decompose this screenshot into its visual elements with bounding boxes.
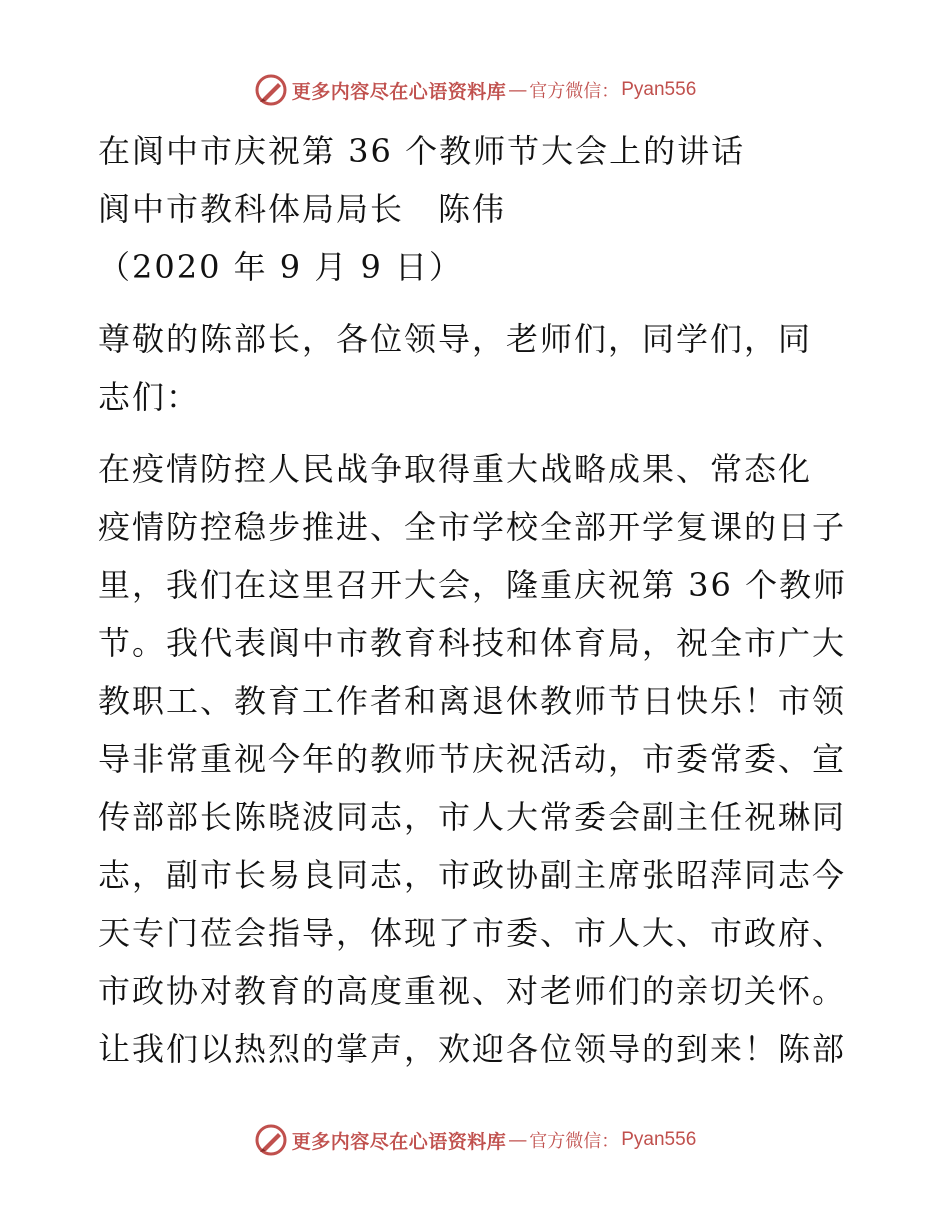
header-banner <box>0 70 950 110</box>
paragraph-line: 传部部长陈晓波同志，市人大常委会副主任祝琳同 <box>98 798 847 836</box>
banner-main-text: 更多内容尽在心语资料库 <box>291 1130 507 1153</box>
speaker-line: 阆中市教科体局局长 陈伟 <box>98 190 507 228</box>
logo-icon <box>254 73 288 107</box>
banner-wechat-id: Pyan556 <box>621 1129 697 1150</box>
banner-separator: — <box>508 1129 528 1151</box>
logo-icon <box>254 1123 288 1157</box>
banner-wechat-label: 官方微信： <box>529 81 620 102</box>
document-body <box>98 122 858 1078</box>
paragraph-line: 里，我们在这里召开大会，隆重庆祝第 36 个教师 <box>98 566 848 604</box>
banner-wechat-id: Pyan556 <box>621 79 697 100</box>
date-line: （2020 年 9 月 9 日） <box>98 248 464 286</box>
paragraph-line: 让我们以热烈的掌声，欢迎各位领导的到来！陈部 <box>98 1030 847 1068</box>
salutation-line: 尊敬的陈部长，各位领导，老师们，同学们，同 <box>98 320 813 358</box>
paragraph-line: 疫情防控稳步推进、全市学校全部开学复课的日子 <box>98 508 847 546</box>
banner-wechat-label: 官方微信： <box>529 1131 620 1152</box>
document-title: 在阆中市庆祝第 36 个教师节大会上的讲话 <box>98 132 746 170</box>
banner-separator: — <box>508 79 528 101</box>
footer-banner <box>0 1120 950 1160</box>
paragraph-line: 志，副市长易良同志，市政协副主席张昭萍同志今 <box>98 856 847 894</box>
paragraph-line: 节。我代表阆中市教育科技和体育局，祝全市广大 <box>98 624 847 662</box>
paragraph-line: 教职工、教育工作者和离退休教师节日快乐！市领 <box>98 682 847 720</box>
paragraph-line: 导非常重视今年的教师节庆祝活动，市委常委、宣 <box>98 740 847 778</box>
banner-main-text: 更多内容尽在心语资料库 <box>291 80 507 103</box>
paragraph-line: 市政协对教育的高度重视、对老师们的亲切关怀。 <box>98 972 847 1010</box>
paragraph-line: 在疫情防控人民战争取得重大战略成果、常态化 <box>98 450 813 488</box>
paragraph-line: 天专门莅会指导，体现了市委、市人大、市政府、 <box>98 914 847 952</box>
salutation-line: 志们： <box>98 378 201 416</box>
